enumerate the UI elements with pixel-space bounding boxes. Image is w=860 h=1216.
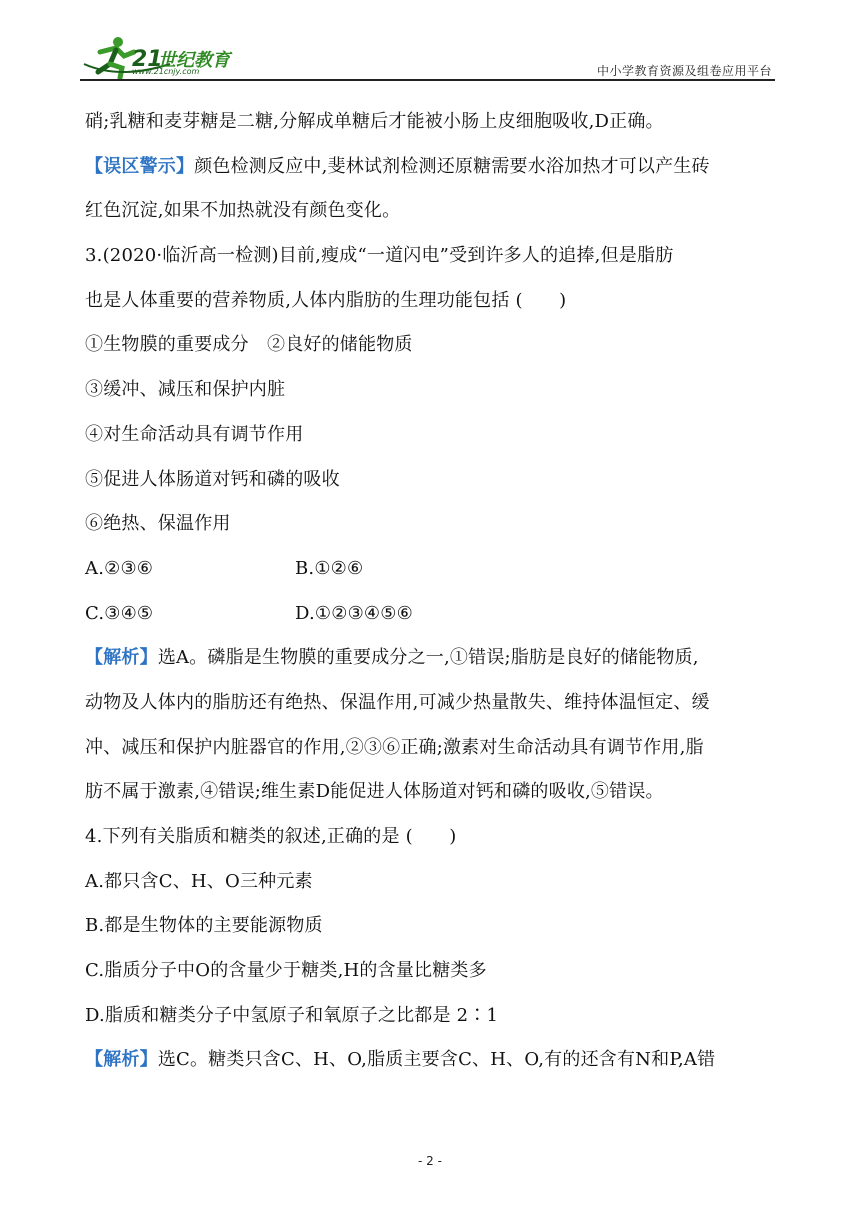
- option-d: D.脂质和糖类分子中氢原子和氧原子之比都是 2∶1: [85, 1004, 499, 1026]
- option-d: D.①②③④⑤⑥: [295, 602, 413, 624]
- page-number: - 2 -: [418, 1154, 442, 1168]
- option-a: A.都只含C、H、O三种元素: [85, 870, 313, 892]
- text-line: 硝;乳糖和麦芽糖是二糖,分解成单糖后才能被小肠上皮细胞吸收,D正确。: [85, 111, 664, 132]
- item-6: ⑥绝热、保温作用: [85, 513, 231, 535]
- question-4-stem: 4.下列有关脂质和糖类的叙述,正确的是 ( ): [85, 826, 457, 847]
- option-b: B.都是生物体的主要能源物质: [85, 915, 323, 937]
- warning-text: 颜色检测反应中,斐林试剂检测还原糖需要水浴加热才可以产生砖: [194, 155, 710, 177]
- item-4: ④对生命活动具有调节作用: [85, 423, 304, 445]
- analysis-text: 选C。糖类只含C、H、O,脂质主要含C、H、O,有的还含有N和P,A错: [157, 1049, 716, 1071]
- analysis-line: [85, 1038, 785, 1083]
- analysis-text: 选A。磷脂是生物膜的重要成分之一,①错误;脂肪是良好的储能物质,: [157, 647, 699, 669]
- options-row: [85, 592, 785, 637]
- analysis-tag: 【解析】: [85, 1049, 158, 1071]
- question-3-stem-cont: 也是人体重要的营养物质,人体内脂肪的生理功能包括 ( ): [85, 289, 567, 311]
- site-logo[interactable]: [80, 34, 260, 82]
- question-3-stem: 3.(2020·临沂高一检测)目前,瘦成“一道闪电”受到许多人的追捧,但是脂肪: [85, 245, 674, 267]
- analysis-line: 冲、减压和保护内脏器官的作用,②③⑥正确;激素对生命活动具有调节作用,脂: [85, 736, 704, 758]
- text-line: [85, 145, 785, 190]
- item-5: ⑤促进人体肠道对钙和磷的吸收: [85, 468, 340, 490]
- analysis-line: [85, 636, 785, 681]
- analysis-line: 动物及人体内的脂肪还有绝热、保温作用,可减少热量散失、维持体温恒定、缓: [85, 691, 710, 713]
- analysis-line: 肪不属于激素,④错误;维生素D能促进人体肠道对钙和磷的吸收,⑤错误。: [85, 781, 664, 803]
- document-body: [85, 100, 785, 1083]
- logo-url: www.21cnjy.com: [132, 67, 200, 76]
- page-header: [0, 0, 860, 90]
- option-c: C.脂质分子中O的含量少于糖类,H的含量比糖类多: [85, 960, 487, 982]
- text-line: 红色沉淀,如果不加热就没有颜色变化。: [85, 200, 401, 222]
- warning-tag: 【误区警示】: [85, 155, 195, 177]
- item-1-2: ①生物膜的重要成分 ②良好的储能物质: [85, 334, 413, 356]
- item-3: ③缓冲、减压和保护内脏: [85, 379, 286, 401]
- option-b: B.①②⑥: [295, 557, 364, 579]
- header-divider: [80, 79, 775, 81]
- svg-text:世纪教育: 世纪教育: [158, 50, 230, 71]
- analysis-tag: 【解析】: [85, 647, 158, 669]
- option-a: A.②③⑥: [85, 557, 154, 579]
- platform-name: 中小学教育资源及组卷应用平台: [596, 64, 772, 78]
- options-row: [85, 547, 785, 592]
- svg-text:21: 21: [132, 47, 163, 72]
- option-c: C.③④⑤: [85, 602, 154, 624]
